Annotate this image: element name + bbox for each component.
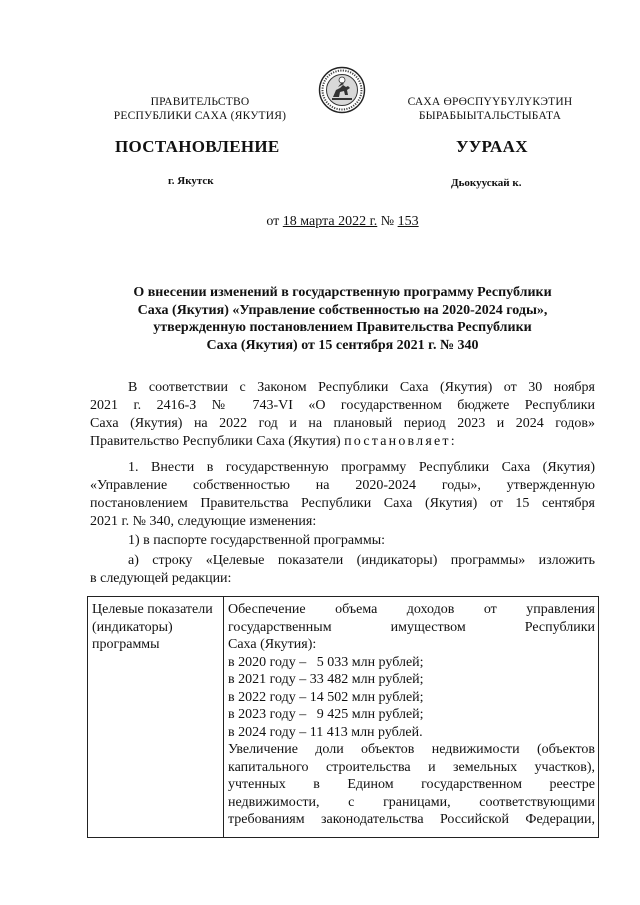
coat-of-arms-emblem: [318, 66, 366, 114]
preamble-resolves: постановляет:: [344, 434, 457, 449]
content-line: Саха (Якутия):: [228, 637, 317, 652]
header-right-org-line2: БЫРАБЫЫТАЛЬСТЫБАТА: [418, 110, 562, 122]
revenue-2022: в 2022 году – 14 502 млн рублей;: [228, 689, 424, 705]
document-title: [90, 284, 595, 354]
indicators-table: [87, 596, 599, 838]
number-sign: №: [377, 214, 398, 229]
item-1-line: постановлением Правительства Республики Саха (Якутия) от 15 сентября: [90, 496, 595, 511]
content-line: требованиям законодательства Российской Федерации,: [228, 812, 595, 827]
header-right-org-line1: САХА ӨРӨСПҮҮБҮЛҮКЭТИН: [407, 96, 573, 108]
document-number: 153: [397, 214, 419, 229]
header-left-org: [100, 95, 300, 123]
content-line: учтенных в Едином государственном реестре: [228, 777, 595, 792]
date-number-line: [0, 214, 640, 230]
title-line: утвержденную постановлением Правительства Республики: [153, 320, 532, 335]
doc-type-right: УУРААХ: [456, 137, 528, 156]
content-line: капитального строительства и земельных участков),: [228, 759, 595, 775]
paragraph-preamble: [90, 379, 595, 451]
header-right-org: [385, 95, 595, 123]
city-left: г. Якутск: [168, 175, 214, 187]
title-line: Саха (Якутия) «Управление собственностью на 2020-2024 годы»,: [137, 302, 548, 318]
content-line: Обеспечение объема доходов от управления: [228, 602, 595, 617]
title-line: Саха (Якутия) от 15 сентября 2021 г. № 340: [206, 337, 479, 353]
item-1-last-line: 2021 г. № 340, следующие изменения:: [90, 514, 317, 529]
paragraph-passport: 1) в паспорте государственной программы:: [128, 533, 386, 548]
preamble-line: 2021 г. 2416-З № 743-VI «О государственном бюджете Республики: [90, 398, 595, 413]
header-left-org-line2: РЕСПУБЛИКИ САХА (ЯКУТИЯ): [113, 110, 287, 122]
row-replace-line: а) строку «Целевые показатели (индикаторы) программы» изложить: [128, 553, 595, 568]
table-cell-label: [88, 597, 224, 838]
revenue-2020: в 2020 году – 5 033 млн рублей;: [228, 654, 424, 670]
label-line: программы: [92, 637, 160, 652]
paragraph-row-replace: [90, 552, 595, 588]
revenue-2021: в 2021 году – 33 482 млн рублей;: [228, 672, 424, 687]
content-line: государственным имуществом Республики: [228, 619, 595, 635]
label-line: (индикаторы): [92, 619, 173, 635]
item-1-line: 1. Внести в государственную программу Республики Саха (Якутия): [128, 460, 595, 475]
revenue-2024: в 2024 году – 11 413 млн рублей.: [228, 724, 423, 740]
item-1-line: «Управление собственностью на 2020-2024 годы», утвержденную: [90, 478, 595, 493]
table-row: [88, 597, 599, 838]
date-prefix: от: [266, 214, 283, 229]
label-line: Целевые показатели: [92, 602, 213, 617]
row-replace-line2: в следующей редакции:: [90, 571, 232, 586]
city-right: Дьокуускай к.: [451, 177, 522, 189]
table-cell-content: [224, 597, 599, 838]
doc-type-left: ПОСТАНОВЛЕНИЕ: [115, 137, 280, 156]
document-date: 18 марта 2022 г.: [282, 214, 378, 229]
paragraph-item-1: [90, 459, 595, 531]
content-line: недвижимости, с границами, соответствующими: [228, 794, 595, 810]
preamble-line: Саха (Якутия) на 2022 год и на плановый период 2023 и 2024 годов»: [90, 416, 595, 431]
preamble-government: Правительство Республики Саха (Якутия): [90, 434, 345, 449]
content-line: Увеличение доли объектов недвижимости (объектов: [228, 742, 595, 757]
preamble-last-line: [90, 433, 595, 451]
header-left-org-line1: ПРАВИТЕЛЬСТВО: [150, 96, 250, 108]
preamble-line: В соответствии с Законом Республики Саха (Якутия) от 30 ноября: [128, 380, 595, 395]
revenue-2023: в 2023 году – 9 425 млн рублей;: [228, 707, 424, 722]
title-line: О внесении изменений в государственную программу Республики: [133, 285, 552, 300]
